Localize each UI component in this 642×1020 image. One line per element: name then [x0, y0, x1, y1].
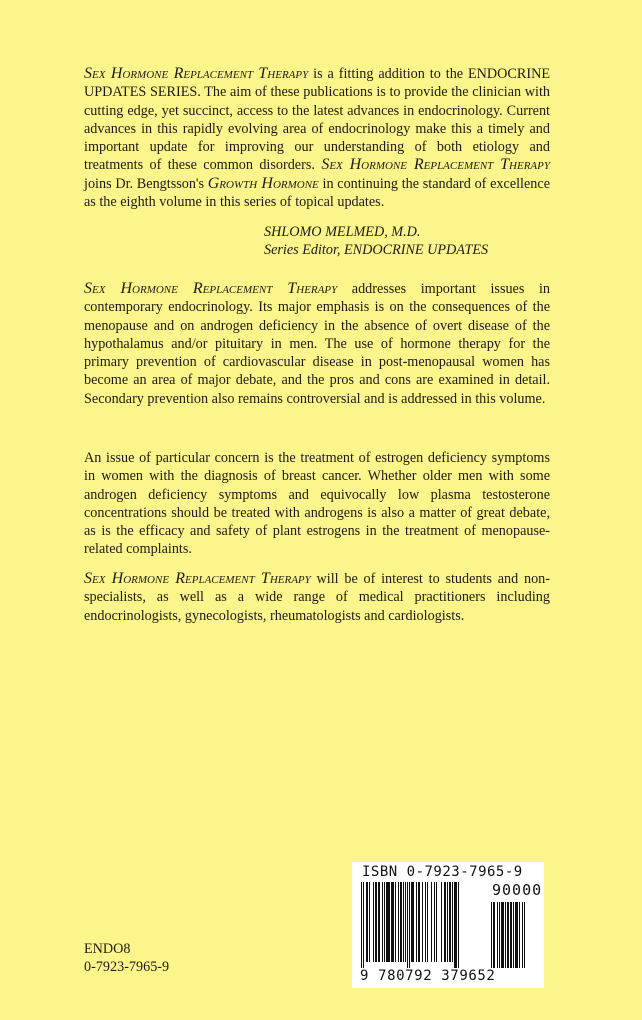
barcode-bar — [422, 882, 423, 962]
barcode-bar — [431, 882, 432, 962]
audience-paragraph — [84, 570, 550, 625]
barcode-bar — [427, 882, 428, 962]
barcode-bar — [418, 882, 420, 962]
barcode-bar — [411, 882, 414, 962]
barcode-ean-digits: 9 780792 379652 — [360, 968, 496, 984]
barcode-bar — [510, 902, 512, 968]
editor-signature — [264, 223, 488, 260]
book-title: Sex Hormone Replacement Therapy — [84, 65, 309, 82]
catalog-footer — [84, 940, 169, 977]
related-book-title: Growth Hormone — [207, 174, 319, 192]
barcode-bar — [505, 902, 506, 968]
barcode-bar — [493, 902, 495, 968]
barcode-bar — [441, 882, 442, 962]
concern-text: An issue of particular concern is the treatment of estrogen deficiency symptoms in women with the diagnosis of breast cancer. Whether older men with some androgen deficiency symptoms and equivocally low plasma testosterone concentrations should be treated with androgens is also a matter of great debate, as is the efficacy and safety of plant estrogens in the treatment of menopause-related complaints. — [84, 450, 550, 558]
barcode-bar — [524, 902, 525, 968]
barcode-bar — [378, 882, 380, 962]
barcode-bar — [458, 882, 459, 968]
barcode-bar — [447, 882, 448, 962]
barcode-bar — [444, 882, 446, 962]
intro-text-2: joins Dr. Bengtsson's — [84, 175, 208, 192]
isbn-barcode — [352, 862, 544, 988]
description-text: addresses important issues in contemporary endocrinology. Its major emphasis is on the consequences of the menopause and on androgen deficiency in the absence of overt disease of the hypothalamus and/or pituitary in men. The use of hormone therapy for the primary prevention of cardiovascular disease in post-menopausal women has become an area of major debate, and the pros and cons are examined in detail. Secondary prevention also remains controversial and is addressed in this volume. — [84, 281, 550, 407]
barcode-bar — [507, 902, 509, 968]
barcode-bar — [384, 882, 385, 962]
barcode-bar — [425, 882, 426, 962]
description-paragraph — [84, 280, 550, 408]
isbn-number: 0-7923-7965-9 — [84, 959, 170, 976]
barcode-bar — [361, 882, 362, 968]
barcode-bar — [409, 882, 410, 968]
barcode-bar — [499, 902, 500, 968]
barcode-bar — [416, 882, 417, 962]
book-title: Sex Hormone Replacement Therapy — [84, 280, 338, 297]
barcode-bar — [400, 882, 402, 962]
barcode-bar — [369, 882, 370, 962]
barcode-bar — [434, 882, 435, 962]
barcode-bar — [395, 882, 396, 962]
barcode-bar — [373, 882, 374, 962]
barcode-bar — [454, 882, 457, 968]
barcode-bar — [501, 902, 504, 968]
barcode-bar — [403, 882, 404, 962]
barcode-bar — [491, 902, 492, 968]
barcode-bar — [513, 902, 514, 968]
series-code: ENDO8 — [84, 941, 131, 957]
barcode-bar — [436, 882, 437, 962]
addon-barcode-bars — [490, 902, 538, 970]
audience-text: will be of interest to students and non-specialists, as well as a wide range of medical practitioners including endocrinologists, gynecologists, rheumatologists and cardiologists. — [84, 571, 550, 624]
barcode-bar — [382, 882, 383, 962]
barcode-bar — [519, 902, 520, 968]
concern-paragraph — [84, 449, 550, 559]
book-title: Sex Hormone Replacement Therapy — [321, 156, 550, 174]
ean-barcode-bars — [360, 882, 490, 968]
barcode-bar — [366, 882, 368, 962]
editor-name: SHLOMO MELMED, M.D. — [264, 224, 421, 240]
intro-paragraph — [84, 65, 550, 211]
barcode-bar — [452, 882, 453, 962]
barcode-bar — [405, 882, 406, 962]
barcode-bar — [386, 882, 390, 962]
barcode-addon-digits: 90000 — [492, 881, 543, 899]
barcode-bar — [497, 902, 498, 968]
barcode-bar — [522, 902, 523, 968]
editor-role: Series Editor, ENDOCRINE UPDATES — [264, 242, 489, 259]
intro-text-1: is a fitting addition to the ENDOCRINE UPDATES SERIES. The aim of these publications is to provide the clinician with cutting edge, yet succinct, access to the latest advances in endocrinology. Current advances in this rapidly evolving area of endocrinology make this a timely and important update for improving our understanding of both etiology and treatments of these common disorders. — [84, 66, 550, 174]
intro-text-3: in continuing the standard of excellence as the eighth volume in this series of topical updates. — [84, 175, 550, 211]
barcode-bar — [515, 902, 518, 968]
barcode-isbn-label: ISBN 0-7923-7965-9 — [362, 864, 523, 880]
barcode-bar — [391, 882, 394, 962]
barcode-bar — [407, 882, 408, 968]
barcode-bar — [398, 882, 399, 962]
barcode-bar — [449, 882, 451, 962]
barcode-bar — [375, 882, 377, 962]
barcode-bar — [363, 882, 364, 968]
book-title: Sex Hormone Replacement Therapy — [84, 570, 311, 587]
